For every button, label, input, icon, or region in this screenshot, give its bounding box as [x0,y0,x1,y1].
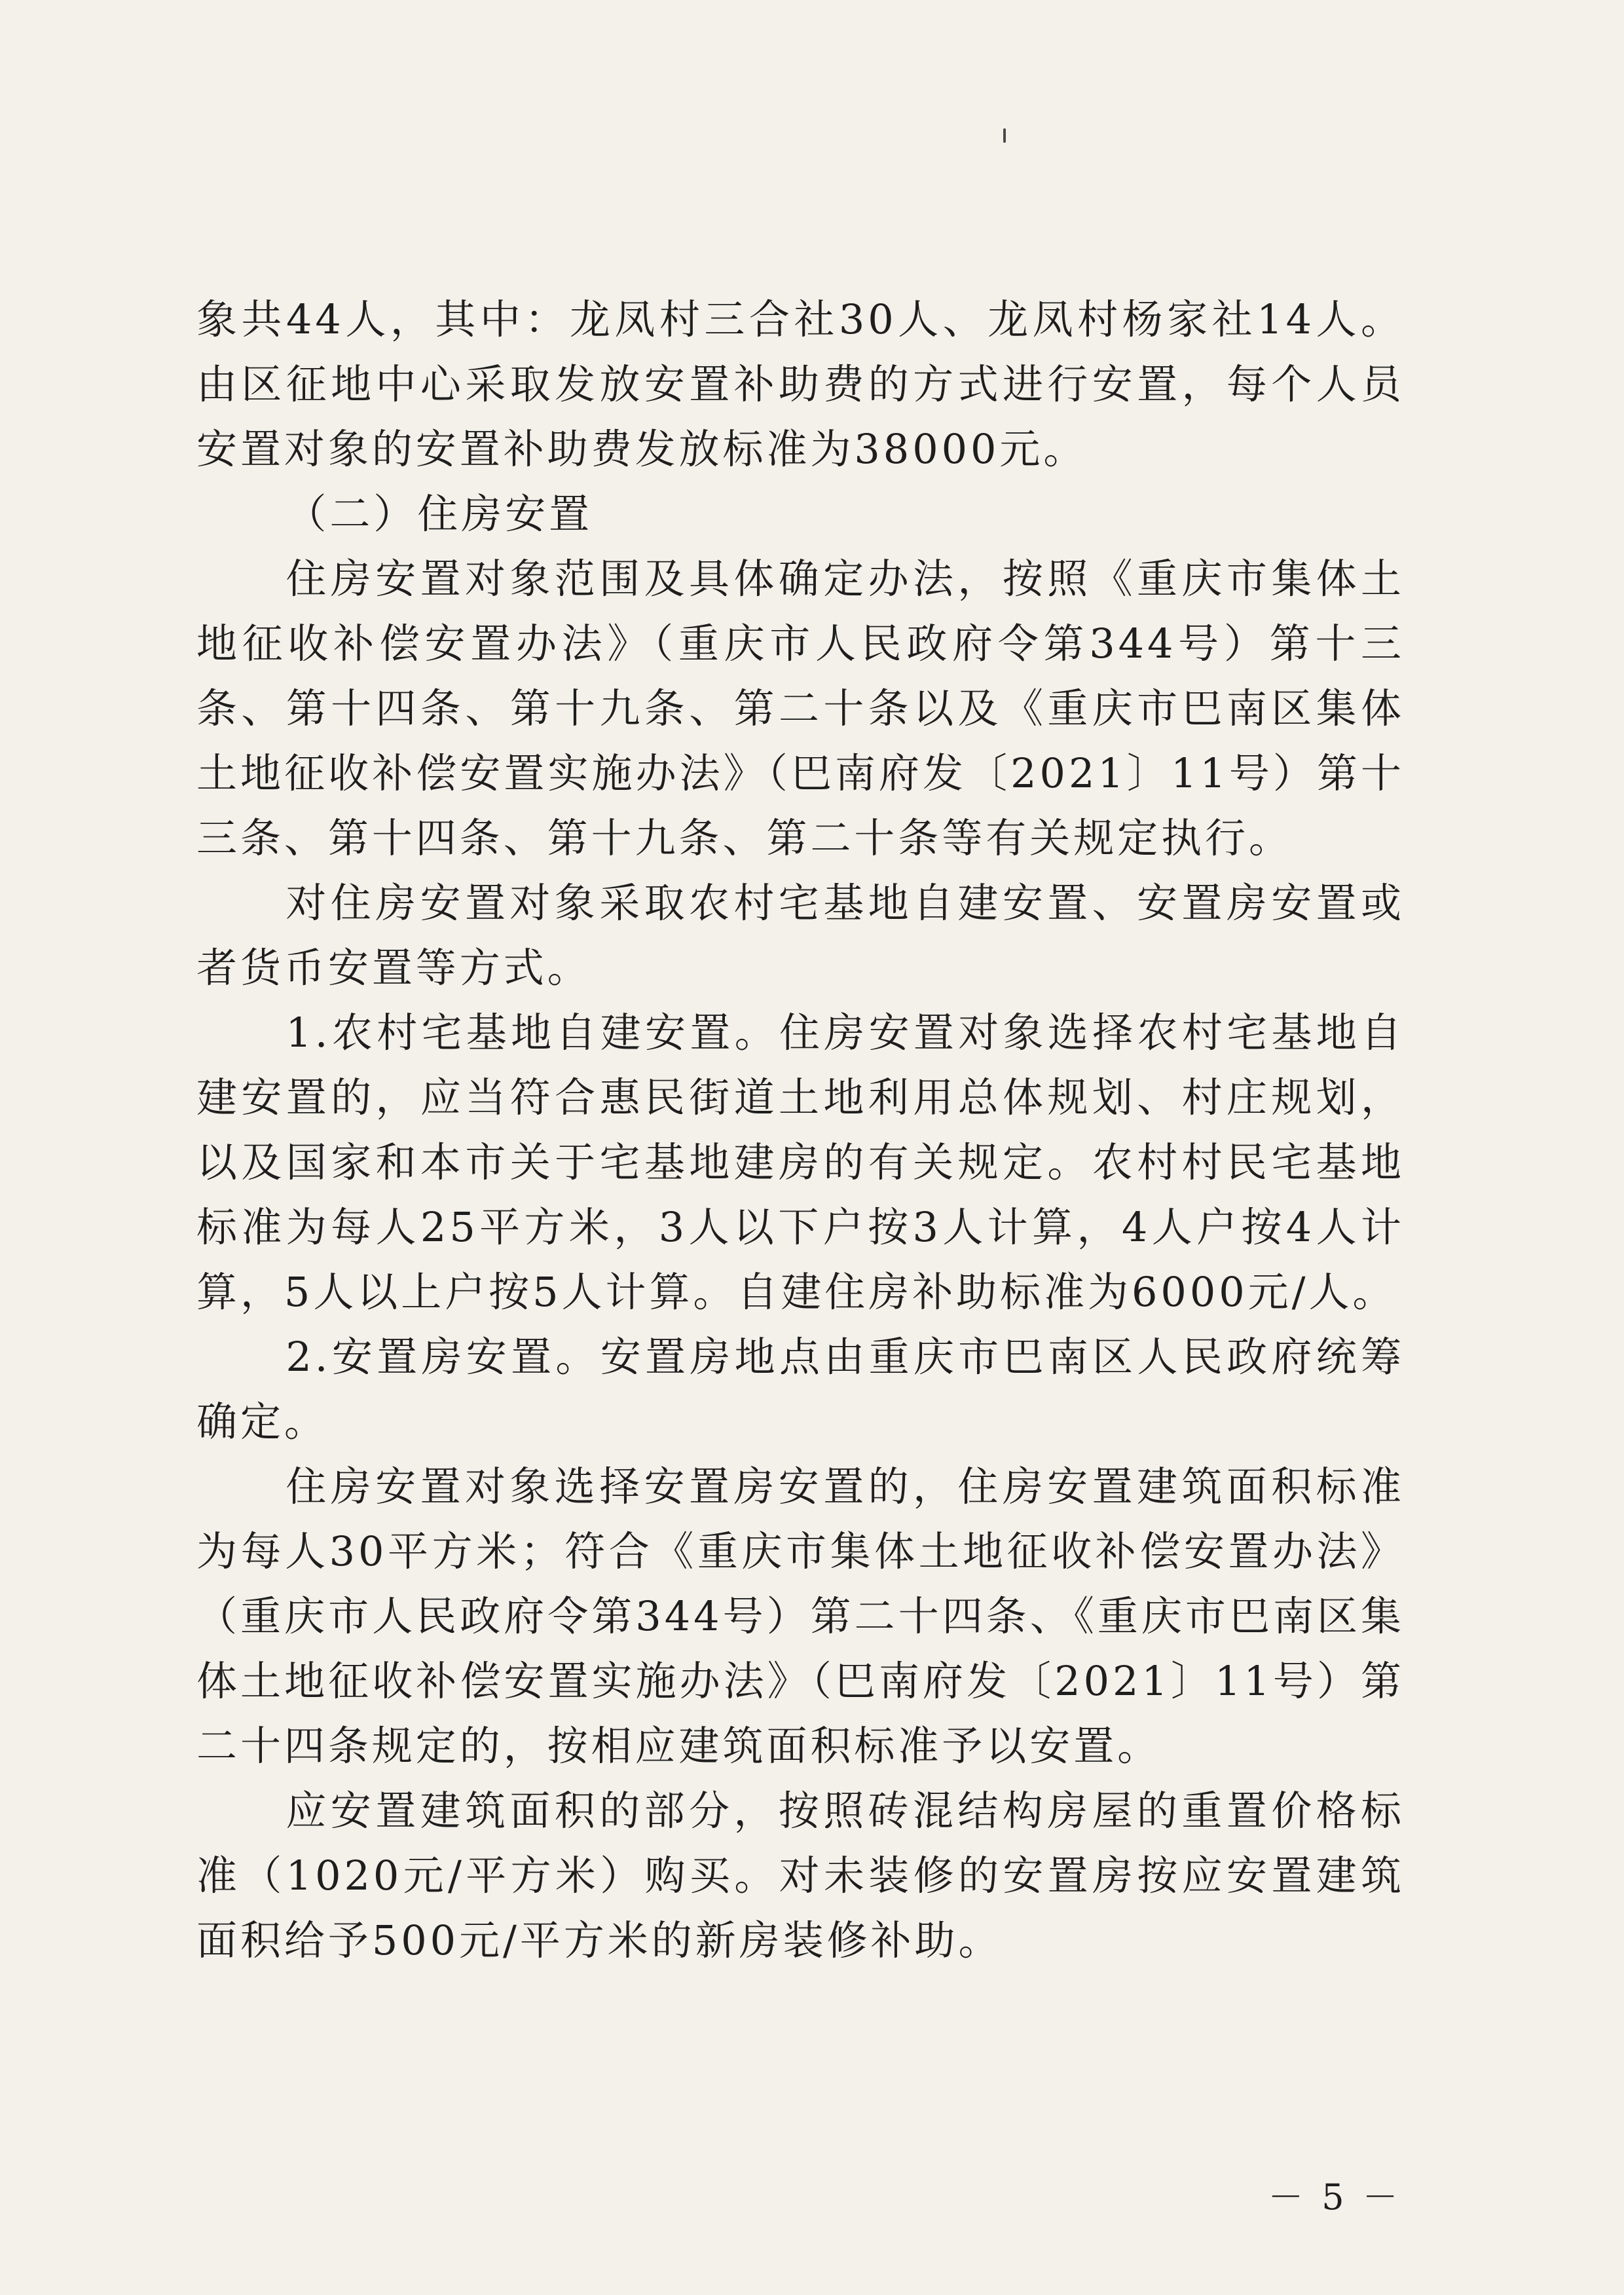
paragraph-methods: 对住房安置对象采取农村宅基地自建安置、安置房安置或者货币安置等方式。 [196,879,1405,992]
paragraph-continuation: 象共44人，其中：龙凤村三合社30人、龙凤村杨家社14人。由区征地中心采取发放安置补助费的方式进行安置，每个人员安置对象的安置补助费发放标准为38000元。 [196,295,1405,473]
page-number: － 5 － [1268,2176,1401,2218]
paragraph-resettlement-housing: 2.安置房安置。安置房地点由重庆市巴南区人民政府统筹确定。 [196,1333,1405,1446]
paragraph-purchase-price: 应安置建筑面积的部分，按照砖混结构房屋的重置价格标准（1020元/平方米）购买。对未装修的安置房按应安置建筑面积给予500元/平方米的新房装修补助。 [196,1787,1405,1964]
paragraph-area-standard: 住房安置对象选择安置房安置的，住房安置建筑面积标准为每人30平方米；符合《重庆市集体土地征收补偿安置办法》（重庆市人民政府令第344号）第二十四条、《重庆市巴南区集体土地征收补偿安置实施办法》（巴南府发〔2021〕11号）第二十四条规定的，按相应建筑面积标准予以安置。 [196,1463,1405,1770]
body-text [196,287,1405,1973]
scan-speck [1003,128,1006,143]
section-heading-housing: （二）住房安置 [286,490,593,538]
paragraph-scope: 住房安置对象范围及具体确定办法，按照《重庆市集体土地征收补偿安置办法》（重庆市人民政府令第344号）第十三条、第十四条、第十九条、第二十条以及《重庆市巴南区集体土地征收补偿安置实施办法》（巴南府发〔2021〕11号）第十三条、第十四条、第十九条、第二十条等有关规定执行。 [196,555,1405,862]
paragraph-self-build: 1.农村宅基地自建安置。住房安置对象选择农村宅基地自建安置的，应当符合惠民街道土地利用总体规划、村庄规划，以及国家和本市关于宅基地建房的有关规定。农村村民宅基地标准为每人25平方米，3人以下户按3人计算，4人户按4人计算，5人以上户按5人计算。自建住房补助标准为6000元/人。 [196,1009,1405,1316]
